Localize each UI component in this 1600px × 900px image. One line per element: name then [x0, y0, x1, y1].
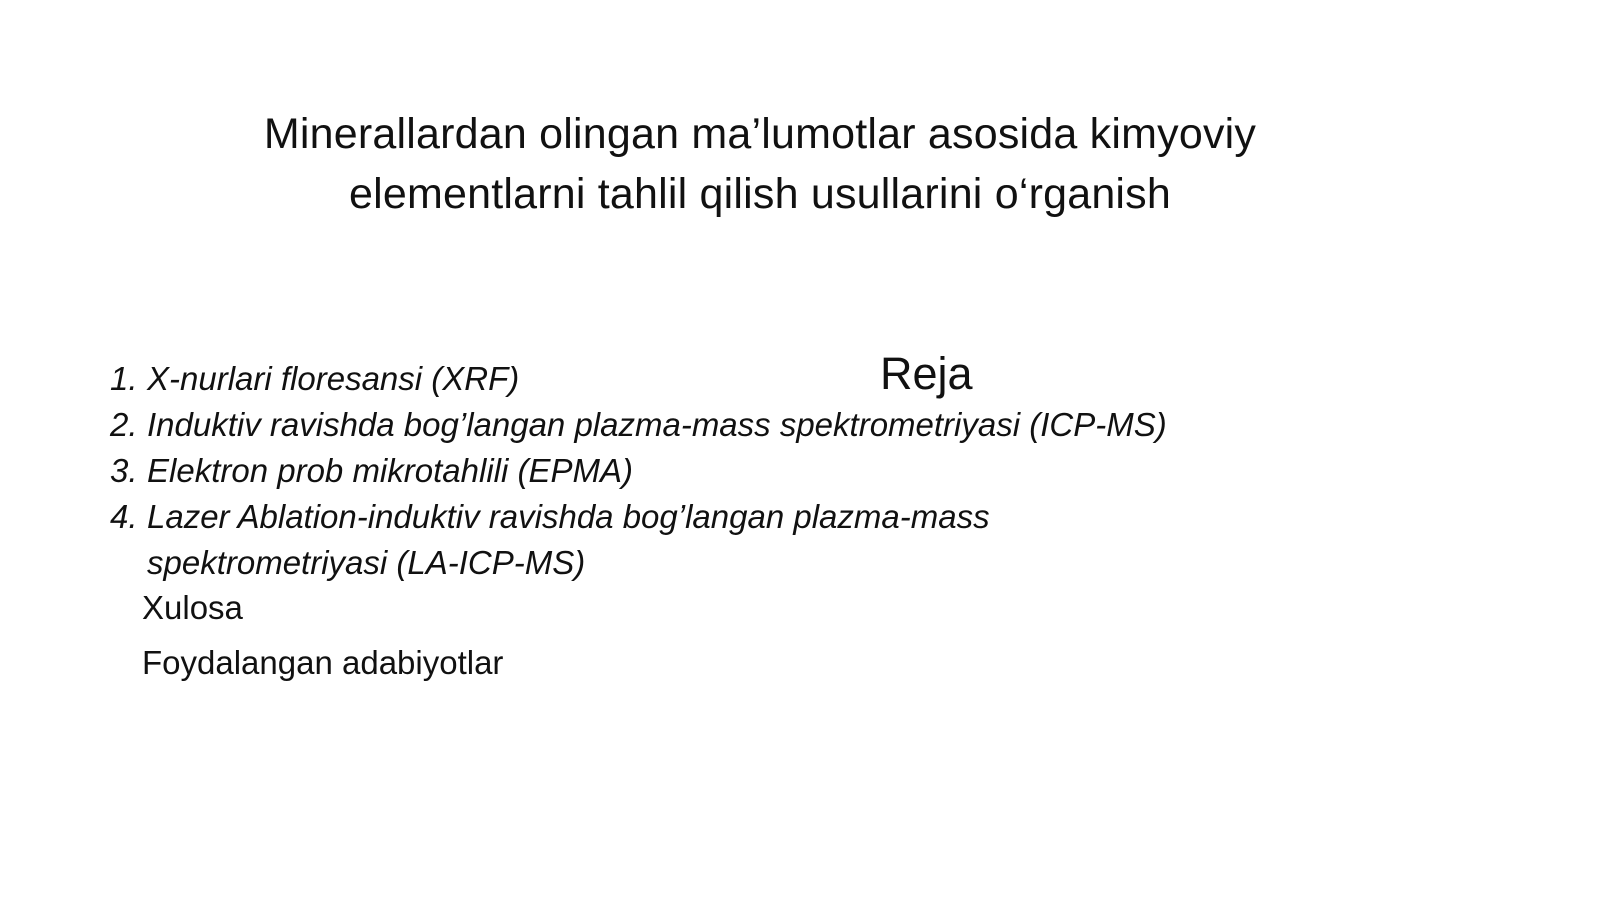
references-label: Foydalangan adabiyotlar [142, 644, 504, 681]
plan-item-text: X-nurlari floresansi (XRF) [147, 360, 520, 397]
slide-title-line-1: Minerallardan olingan ma’lumotlar asosida kimyoviy [263, 110, 1257, 158]
slide-title [160, 104, 1360, 224]
plan-item-number: 1. [110, 360, 138, 397]
plan-item-text: Lazer Ablation-induktiv ravishda bog’langan plazma-mass spektrometriyasi (LA-ICP-MS) [147, 498, 990, 581]
plan-item-2 [110, 402, 1310, 448]
plan-item-number: 3. [110, 452, 138, 489]
plan-item-3 [110, 448, 1310, 494]
plan-item-number: 4. [110, 498, 138, 535]
conclusion-label: Xulosa [142, 589, 243, 626]
plan-item-number: 2. [110, 406, 138, 443]
plan-item-text: Elektron prob mikrotahlili (EPMA) [147, 452, 633, 489]
plan-item-text: Induktiv ravishda bog’langan plazma-mass spektrometriyasi (ICP-MS) [147, 406, 1167, 443]
plan-heading: Reja [880, 348, 973, 399]
slide-title-line-2: elementlarni tahlil qilish usullarini o‘rganish [348, 170, 1172, 218]
plan-list [110, 356, 1310, 586]
plan-item-1 [110, 356, 1310, 402]
plan-item-4 [110, 494, 1107, 586]
